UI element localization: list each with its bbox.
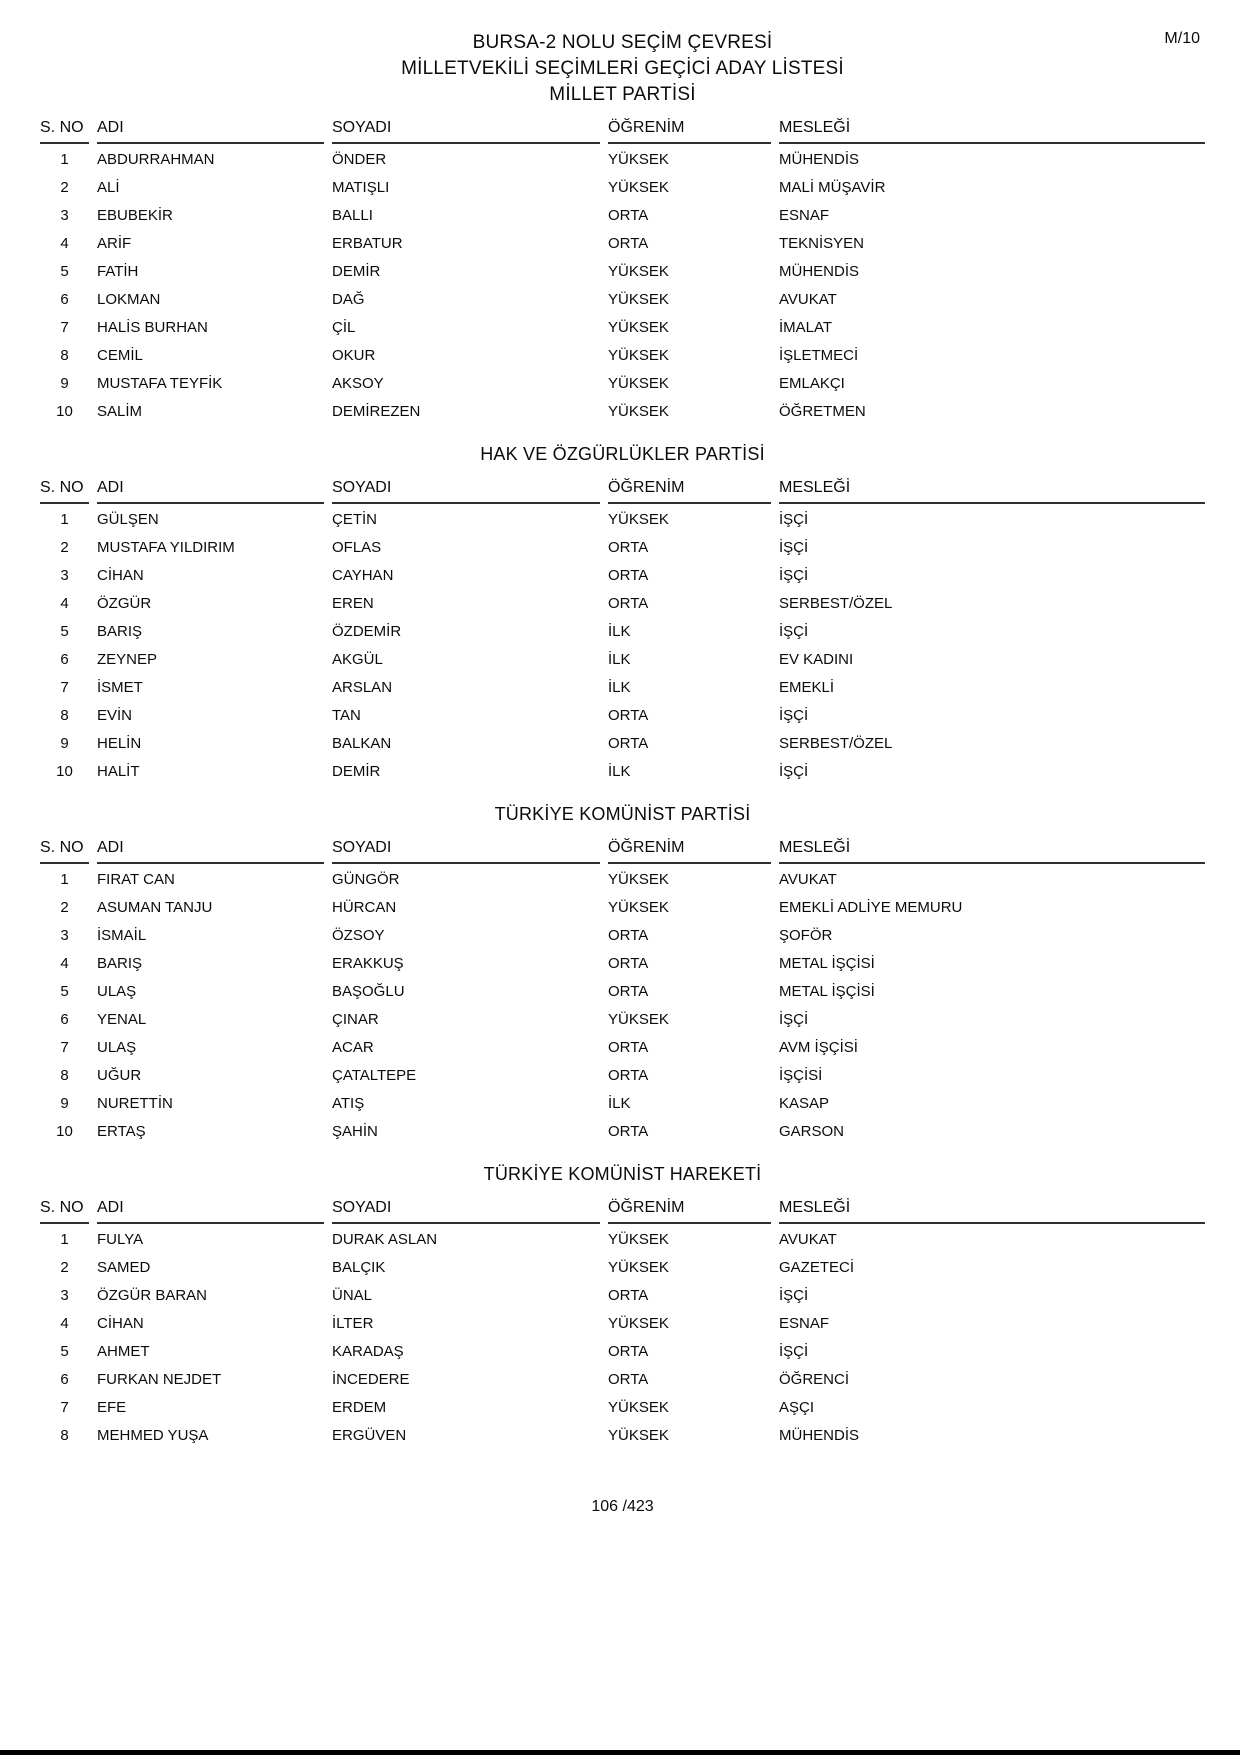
cell-adi: CİHAN [97,1315,144,1332]
cell-adi: MUSTAFA YILDIRIM [97,539,235,556]
column-header-ogrenim: ÖĞRENİM [608,478,771,504]
cell-sno: 1 [60,871,69,888]
cell-adi: SAMED [97,1259,151,1276]
cell-meslegi: İŞÇİ [779,623,809,640]
cell-ogrenim: ORTA [608,927,649,944]
cell-soyadi: OKUR [332,347,376,364]
cell-adi: ÖZGÜR [97,595,152,612]
cell-ogrenim: YÜKSEK [608,347,669,364]
cell-meslegi: İŞÇİ [779,763,809,780]
cell-meslegi: EMEKLİ [779,679,835,696]
column-header-adi: ADI [97,478,324,504]
cell-soyadi: ÇETİN [332,511,377,528]
cell-soyadi: ACAR [332,1039,374,1056]
page-code: M/10 [1164,30,1200,47]
cell-ogrenim: YÜKSEK [608,1427,669,1444]
cell-meslegi: AŞÇI [779,1399,815,1416]
cell-meslegi: İŞÇİ [779,1343,809,1360]
table-row [40,730,1205,758]
column-header-soyadi: SOYADI [332,478,600,504]
cell-ogrenim: YÜKSEK [608,899,669,916]
cell-soyadi: AKSOY [332,375,384,392]
cell-sno: 1 [60,151,69,168]
cell-adi: FURKAN NEJDET [97,1371,222,1388]
cell-sno: 1 [60,1231,69,1248]
table-row [40,258,1205,286]
table-row [40,1422,1205,1450]
cell-soyadi: BALÇIK [332,1259,386,1276]
table-row [40,1226,1205,1254]
cell-ogrenim: YÜKSEK [608,511,669,528]
table-row [40,534,1205,562]
cell-sno: 5 [60,263,69,280]
cell-sno: 8 [60,1067,69,1084]
cell-meslegi: EMEKLİ ADLİYE MEMURU [779,899,963,916]
cell-meslegi: İŞÇİ [779,539,809,556]
table-row [40,894,1205,922]
cell-soyadi: DURAK ASLAN [332,1231,438,1248]
cell-soyadi: DEMİR [332,263,381,280]
cell-meslegi: AVUKAT [779,871,837,888]
cell-meslegi: GARSON [779,1123,845,1140]
cell-adi: İSMAİL [97,927,147,944]
column-header-soyadi: SOYADI [332,838,600,864]
candidate-sections [0,118,1240,1450]
table-row [40,562,1205,590]
cell-ogrenim: ORTA [608,567,649,584]
cell-soyadi: ÇİL [332,319,356,336]
cell-ogrenim: YÜKSEK [608,319,669,336]
cell-soyadi: EREN [332,595,374,612]
cell-soyadi: CAYHAN [332,567,394,584]
table-header-row [40,118,1205,144]
cell-meslegi: GAZETECİ [779,1259,855,1276]
cell-meslegi: MÜHENDİS [779,1427,860,1444]
column-header-adi: ADI [97,1198,324,1224]
table-row [40,202,1205,230]
header-line-district: BURSA-2 NOLU SEÇİM ÇEVRESİ [472,32,773,53]
cell-ogrenim: YÜKSEK [608,1231,669,1248]
cell-meslegi: İŞÇİ [779,567,809,584]
cell-soyadi: İNCEDERE [332,1371,410,1388]
cell-sno: 9 [60,375,69,392]
candidate-table [40,478,1205,786]
cell-sno: 6 [60,1011,69,1028]
table-row [40,950,1205,978]
cell-meslegi: MÜHENDİS [779,151,860,168]
cell-ogrenim: ORTA [608,235,649,252]
cell-ogrenim: YÜKSEK [608,1315,669,1332]
cell-adi: HALİS BURHAN [97,319,208,336]
cell-meslegi: AVUKAT [779,1231,837,1248]
cell-soyadi: MATIŞLI [332,179,390,196]
column-header-meslegi: MESLEĞİ [779,118,1205,144]
cell-sno: 10 [56,1123,73,1140]
table-row [40,590,1205,618]
table-row [40,922,1205,950]
cell-sno: 10 [56,403,73,420]
cell-adi: ALİ [97,179,120,196]
cell-ogrenim: İLK [608,679,631,696]
cell-meslegi: METAL İŞÇİSİ [779,983,875,1000]
cell-meslegi: AVM İŞÇİSİ [779,1039,858,1056]
column-header-soyadi: SOYADI [332,1198,600,1224]
table-row [40,174,1205,202]
table-row [40,146,1205,174]
cell-soyadi: DEMİR [332,763,381,780]
cell-ogrenim: İLK [608,623,631,640]
cell-soyadi: ÖZDEMİR [332,623,402,640]
cell-sno: 3 [60,207,69,224]
cell-sno: 3 [60,1287,69,1304]
cell-adi: EFE [97,1399,127,1416]
table-row [40,1338,1205,1366]
cell-meslegi: ESNAF [779,1315,830,1332]
cell-soyadi: ARSLAN [332,679,393,696]
header-line-list-title: MİLLETVEKİLİ SEÇİMLERİ GEÇİCİ ADAY LİSTESİ [401,58,844,79]
cell-soyadi: KARADAŞ [332,1343,404,1360]
cell-ogrenim: ORTA [608,1343,649,1360]
cell-sno: 2 [60,179,69,196]
cell-meslegi: AVUKAT [779,291,837,308]
cell-soyadi: BALKAN [332,735,392,752]
cell-ogrenim: YÜKSEK [608,179,669,196]
cell-adi: HALİT [97,763,140,780]
cell-ogrenim: ORTA [608,955,649,972]
table-row [40,1090,1205,1118]
cell-soyadi: ERDEM [332,1399,387,1416]
cell-ogrenim: ORTA [608,983,649,1000]
cell-sno: 7 [60,1399,69,1416]
cell-adi: EVİN [97,707,133,724]
column-header-ogrenim: ÖĞRENİM [608,1198,771,1224]
cell-soyadi: ERGÜVEN [332,1427,407,1444]
cell-soyadi: ŞAHİN [332,1123,378,1140]
cell-adi: ULAŞ [97,983,137,1000]
column-header-meslegi: MESLEĞİ [779,478,1205,504]
table-row [40,1006,1205,1034]
cell-meslegi: İŞÇİ [779,511,809,528]
table-row [40,1034,1205,1062]
column-header-meslegi: MESLEĞİ [779,1198,1205,1224]
cell-soyadi: ERAKKUŞ [332,955,404,972]
cell-sno: 8 [60,707,69,724]
scan-bottom-edge [0,1750,1240,1755]
cell-sno: 4 [60,955,69,972]
table-row [40,1254,1205,1282]
candidate-table [40,1198,1205,1450]
cell-sno: 8 [60,347,69,364]
cell-sno: 7 [60,679,69,696]
cell-adi: ASUMAN TANJU [97,899,213,916]
table-row [40,702,1205,730]
cell-adi: ZEYNEP [97,651,158,668]
cell-soyadi: OFLAS [332,539,382,556]
cell-sno: 7 [60,319,69,336]
cell-meslegi: MALİ MÜŞAVİR [779,179,886,196]
candidate-table [40,838,1205,1146]
cell-soyadi: DEMİREZEN [332,403,421,420]
cell-ogrenim: YÜKSEK [608,375,669,392]
table-row [40,1366,1205,1394]
cell-meslegi: SERBEST/ÖZEL [779,735,893,752]
cell-ogrenim: YÜKSEK [608,1259,669,1276]
cell-soyadi: DAĞ [332,291,365,308]
cell-ogrenim: ORTA [608,1123,649,1140]
table-row [40,230,1205,258]
cell-meslegi: İŞÇİ [779,1287,809,1304]
column-header-sno: S. NO [40,1198,89,1224]
party-title: TÜRKİYE KOMÜNİST PARTİSİ [494,804,751,824]
cell-ogrenim: YÜKSEK [608,403,669,420]
cell-ogrenim: ORTA [608,1039,649,1056]
cell-meslegi: EMLAKÇI [779,375,845,392]
cell-meslegi: ŞOFÖR [779,927,833,944]
cell-sno: 5 [60,623,69,640]
cell-ogrenim: ORTA [608,207,649,224]
cell-soyadi: ATIŞ [332,1095,365,1112]
table-row [40,646,1205,674]
cell-soyadi: TAN [332,707,361,724]
cell-soyadi: ERBATUR [332,235,403,252]
table-row [40,314,1205,342]
cell-ogrenim: YÜKSEK [608,263,669,280]
cell-sno: 2 [60,1259,69,1276]
cell-ogrenim: ORTA [608,735,649,752]
cell-meslegi: İŞLETMECİ [779,347,859,364]
cell-soyadi: ÜNAL [332,1287,373,1304]
cell-adi: FULYA [97,1231,144,1248]
cell-adi: CEMİL [97,347,143,364]
cell-ogrenim: İLK [608,651,631,668]
party-title: TÜRKİYE KOMÜNİST HAREKETİ [483,1164,762,1184]
cell-sno: 9 [60,1095,69,1112]
table-row [40,370,1205,398]
cell-adi: ÖZGÜR BARAN [97,1287,208,1304]
cell-adi: BARIŞ [97,955,143,972]
column-header-adi: ADI [97,838,324,864]
cell-adi: MEHMED YUŞA [97,1427,209,1444]
cell-sno: 6 [60,651,69,668]
table-row [40,286,1205,314]
cell-meslegi: METAL İŞÇİSİ [779,955,875,972]
cell-meslegi: ÖĞRENCİ [779,1371,850,1388]
cell-sno: 2 [60,539,69,556]
cell-soyadi: ÖZSOY [332,927,385,944]
cell-sno: 6 [60,1371,69,1388]
cell-adi: GÜLŞEN [97,511,159,528]
cell-meslegi: İŞÇİ [779,707,809,724]
cell-adi: FATİH [97,263,139,280]
cell-sno: 3 [60,927,69,944]
table-row [40,506,1205,534]
cell-adi: NURETTİN [97,1095,173,1112]
cell-soyadi: HÜRCAN [332,899,397,916]
table-row [40,398,1205,426]
table-row [40,866,1205,894]
cell-adi: CİHAN [97,567,144,584]
cell-sno: 6 [60,291,69,308]
column-header-ogrenim: ÖĞRENİM [608,118,771,144]
cell-adi: MUSTAFA TEYFİK [97,375,223,392]
cell-soyadi: ÇATALTEPE [332,1067,417,1084]
cell-adi: HELİN [97,735,142,752]
cell-adi: ERTAŞ [97,1123,146,1140]
cell-ogrenim: YÜKSEK [608,871,669,888]
cell-ogrenim: ORTA [608,1287,649,1304]
cell-soyadi: AKGÜL [332,651,383,668]
cell-soyadi: İLTER [332,1315,374,1332]
column-header-meslegi: MESLEĞİ [779,838,1205,864]
cell-meslegi: ÖĞRETMEN [779,403,866,420]
cell-meslegi: ESNAF [779,207,830,224]
cell-adi: YENAL [97,1011,147,1028]
cell-sno: 7 [60,1039,69,1056]
party-title: HAK VE ÖZGÜRLÜKLER PARTİSİ [480,444,765,464]
cell-ogrenim: YÜKSEK [608,151,669,168]
cell-sno: 1 [60,511,69,528]
cell-sno: 3 [60,567,69,584]
cell-ogrenim: ORTA [608,539,649,556]
table-row [40,342,1205,370]
cell-ogrenim: ORTA [608,707,649,724]
cell-ogrenim: YÜKSEK [608,1011,669,1028]
cell-sno: 4 [60,595,69,612]
cell-soyadi: ÖNDER [332,151,387,168]
candidate-table [40,118,1205,426]
cell-sno: 5 [60,1343,69,1360]
cell-sno: 4 [60,1315,69,1332]
cell-meslegi: MÜHENDİS [779,263,860,280]
cell-ogrenim: YÜKSEK [608,291,669,308]
table-row [40,1282,1205,1310]
column-header-sno: S. NO [40,118,89,144]
cell-adi: ABDURRAHMAN [97,151,215,168]
cell-meslegi: İŞÇİSİ [779,1067,823,1084]
cell-adi: UĞUR [97,1067,142,1084]
cell-sno: 10 [56,763,73,780]
cell-adi: İSMET [97,679,143,696]
table-header-row [40,838,1205,864]
column-header-ogrenim: ÖĞRENİM [608,838,771,864]
table-row [40,674,1205,702]
cell-soyadi: BALLI [332,207,373,224]
cell-meslegi: İMALAT [779,319,833,336]
cell-ogrenim: İLK [608,763,631,780]
cell-meslegi: KASAP [779,1095,830,1112]
cell-ogrenim: YÜKSEK [608,1399,669,1416]
cell-adi: ULAŞ [97,1039,137,1056]
document-header [40,30,1205,108]
column-header-adi: ADI [97,118,324,144]
header-line-party: MİLLET PARTİSİ [549,84,696,105]
page-number: 106 /423 [591,1498,654,1515]
table-row [40,1118,1205,1146]
table-header-row [40,1198,1205,1224]
cell-ogrenim: İLK [608,1095,631,1112]
cell-adi: ARİF [97,235,132,252]
table-row [40,1062,1205,1090]
table-row [40,1310,1205,1338]
cell-meslegi: TEKNİSYEN [779,235,865,252]
cell-ogrenim: ORTA [608,595,649,612]
cell-adi: EBUBEKİR [97,207,173,224]
table-row [40,978,1205,1006]
cell-sno: 5 [60,983,69,1000]
cell-adi: LOKMAN [97,291,161,308]
cell-meslegi: İŞÇİ [779,1011,809,1028]
table-header-row [40,478,1205,504]
cell-adi: BARIŞ [97,623,143,640]
cell-soyadi: ÇINAR [332,1011,379,1028]
table-row [40,1394,1205,1422]
cell-adi: AHMET [97,1343,150,1360]
cell-soyadi: GÜNGÖR [332,871,400,888]
cell-adi: SALİM [97,403,143,420]
cell-adi: FIRAT CAN [97,871,175,888]
cell-ogrenim: ORTA [608,1067,649,1084]
table-row [40,618,1205,646]
cell-sno: 4 [60,235,69,252]
cell-soyadi: BAŞOĞLU [332,983,405,1000]
cell-sno: 8 [60,1427,69,1444]
cell-meslegi: EV KADINI [779,651,854,668]
cell-ogrenim: ORTA [608,1371,649,1388]
cell-sno: 2 [60,899,69,916]
column-header-soyadi: SOYADI [332,118,600,144]
column-header-sno: S. NO [40,478,89,504]
table-row [40,758,1205,786]
column-header-sno: S. NO [40,838,89,864]
cell-sno: 9 [60,735,69,752]
cell-meslegi: SERBEST/ÖZEL [779,595,893,612]
